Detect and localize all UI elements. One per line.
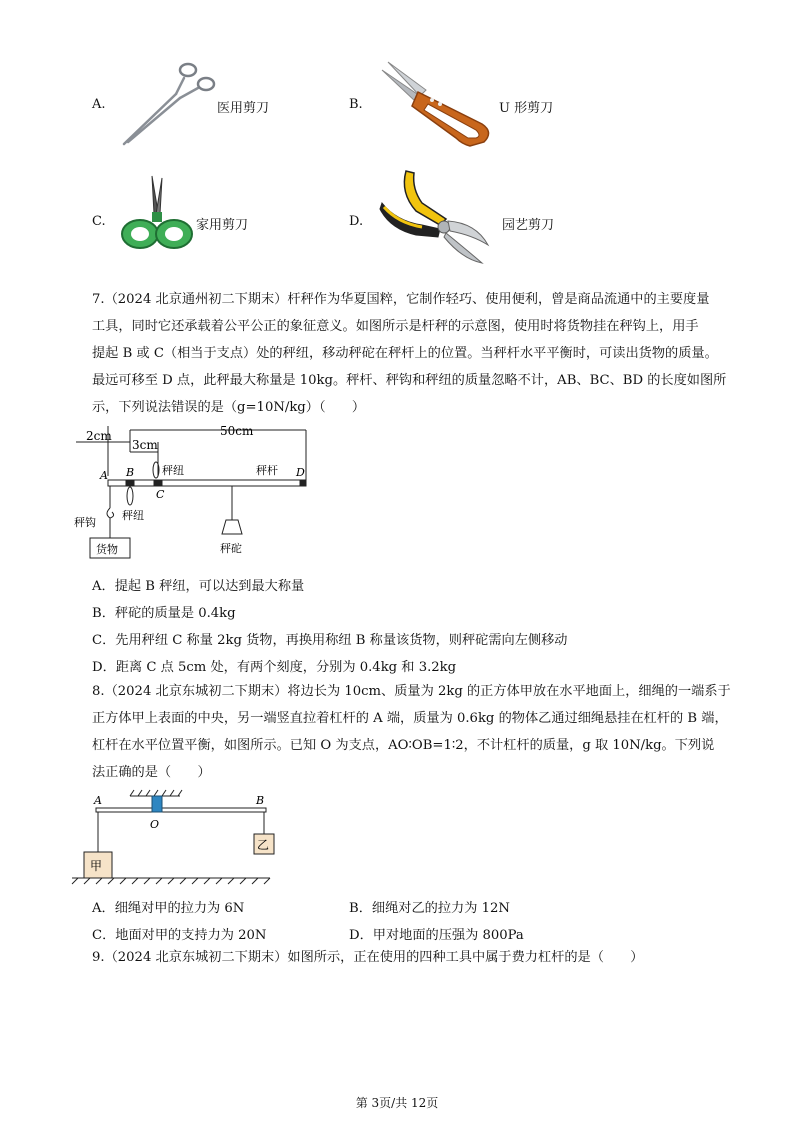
question-text-line: 8.（2024 北京东城初二下期末）将边长为 10cm、质量为 2kg 的正方体甲放在水平地面上，细绳的一端系于 [92,684,731,699]
question-text-line: 杠杆在水平位置平衡，如图所示。已知 O 为支点，AO∶OB=1∶2，不计杠杆的质量，g 取 10N/kg。下列说 [92,738,715,753]
option-d: D．甲对地面的压强为 800Pa [349,928,524,943]
option-letter: A. [92,97,106,112]
label-huowu: 货物 [96,543,118,556]
option-c: C．先用秤纽 C 称量 2kg 货物，再换用称纽 B 称量该货物，则秤砣需向左侧移动 [92,633,568,648]
dim-3cm: 3cm [132,438,158,452]
option-letter: C. [92,214,106,229]
pivot-support [152,796,162,812]
question-9-text: 9.（2024 北京东城初二下期末）如图所示，正在使用的四种工具中属于费力杠杆的是（ ） [92,950,644,965]
option-name: U 形剪刀 [499,101,554,116]
page-footer: 第 3页/共 12页 [355,1096,439,1110]
option-d: D．距离 C 点 5cm 处，有两个刻度，分别为 0.4kg 和 3.2kg [92,660,457,675]
u-shaped-scissors-image [372,58,497,153]
question-text-line: 示，下列说法错误的是（g=10N/kg）（ ） [92,400,366,415]
question-text-line: 工具，同时它还承载着公平公正的象征意义。如图所示是杆秤的示意图，使用时将货物挂在秤钩上，用手 [92,319,699,334]
label-c: C [156,488,165,501]
option-name: 家用剪刀 [196,218,249,233]
option-b: B．细绳对乙的拉力为 12N [349,901,510,916]
question-text-line: 正方体甲上表面的中央，另一端竖直拉着杠杆的 A 端，质量为 0.6kg 的物体乙通过细绳悬挂在杠杆的 B 端， [92,711,728,726]
option-a: A．细绳对甲的拉力为 6N [92,901,245,916]
question-text-line: 7.（2024 北京通州初二下期末）杆秤作为华夏国粹，它制作轻巧、使用便利，曾是商品流通中的主要度量 [92,292,710,307]
label-chengniu-bottom: 秤纽 [122,509,144,522]
dim-50cm: 50cm [220,424,254,438]
question-text-line: 法正确的是（ ） [92,765,211,780]
garden-pruners-image [376,163,496,268]
option-c: C．地面对甲的支持力为 20N [92,928,267,943]
steelyard-diagram [60,422,320,567]
option-name: 园艺剪刀 [502,218,555,233]
label-a: A [94,794,102,807]
question-text-line: 最远可移至 D 点，此秤最大称量是 10kg。秤杆、秤钩和秤纽的质量忽略不计，AB、BC、BD 的长度如图所 [92,373,727,388]
label-chengtuo: 秤砣 [220,542,242,555]
label-chengniu-top: 秤纽 [162,464,184,477]
question-text-line: 提起 B 或 C（相当于支点）处的秤纽，移动秤砣在秤杆上的位置。当秤杆水平平衡时，可读出货物的质量。 [92,346,718,361]
option-letter: B. [349,97,363,112]
label-b: B [126,466,135,479]
label-a: A [100,469,108,482]
household-scissors-image [114,172,200,258]
label-chenggou: 秤钩 [74,516,96,529]
dim-2cm: 2cm [86,429,112,443]
label-b: B [256,794,265,807]
option-name: 医用剪刀 [217,101,270,116]
label-yi: 乙 [257,838,270,852]
medical-scissors-image [118,58,218,148]
label-jia: 甲 [90,859,103,873]
label-d: D [296,466,305,479]
label-o: O [150,818,160,831]
lever-diagram [70,788,280,888]
option-letter: D. [349,214,364,229]
label-chenggan: 秤杆 [256,464,278,477]
option-b: B．秤砣的质量是 0.4kg [92,606,236,621]
option-a: A．提起 B 秤纽，可以达到最大称量 [92,579,305,594]
